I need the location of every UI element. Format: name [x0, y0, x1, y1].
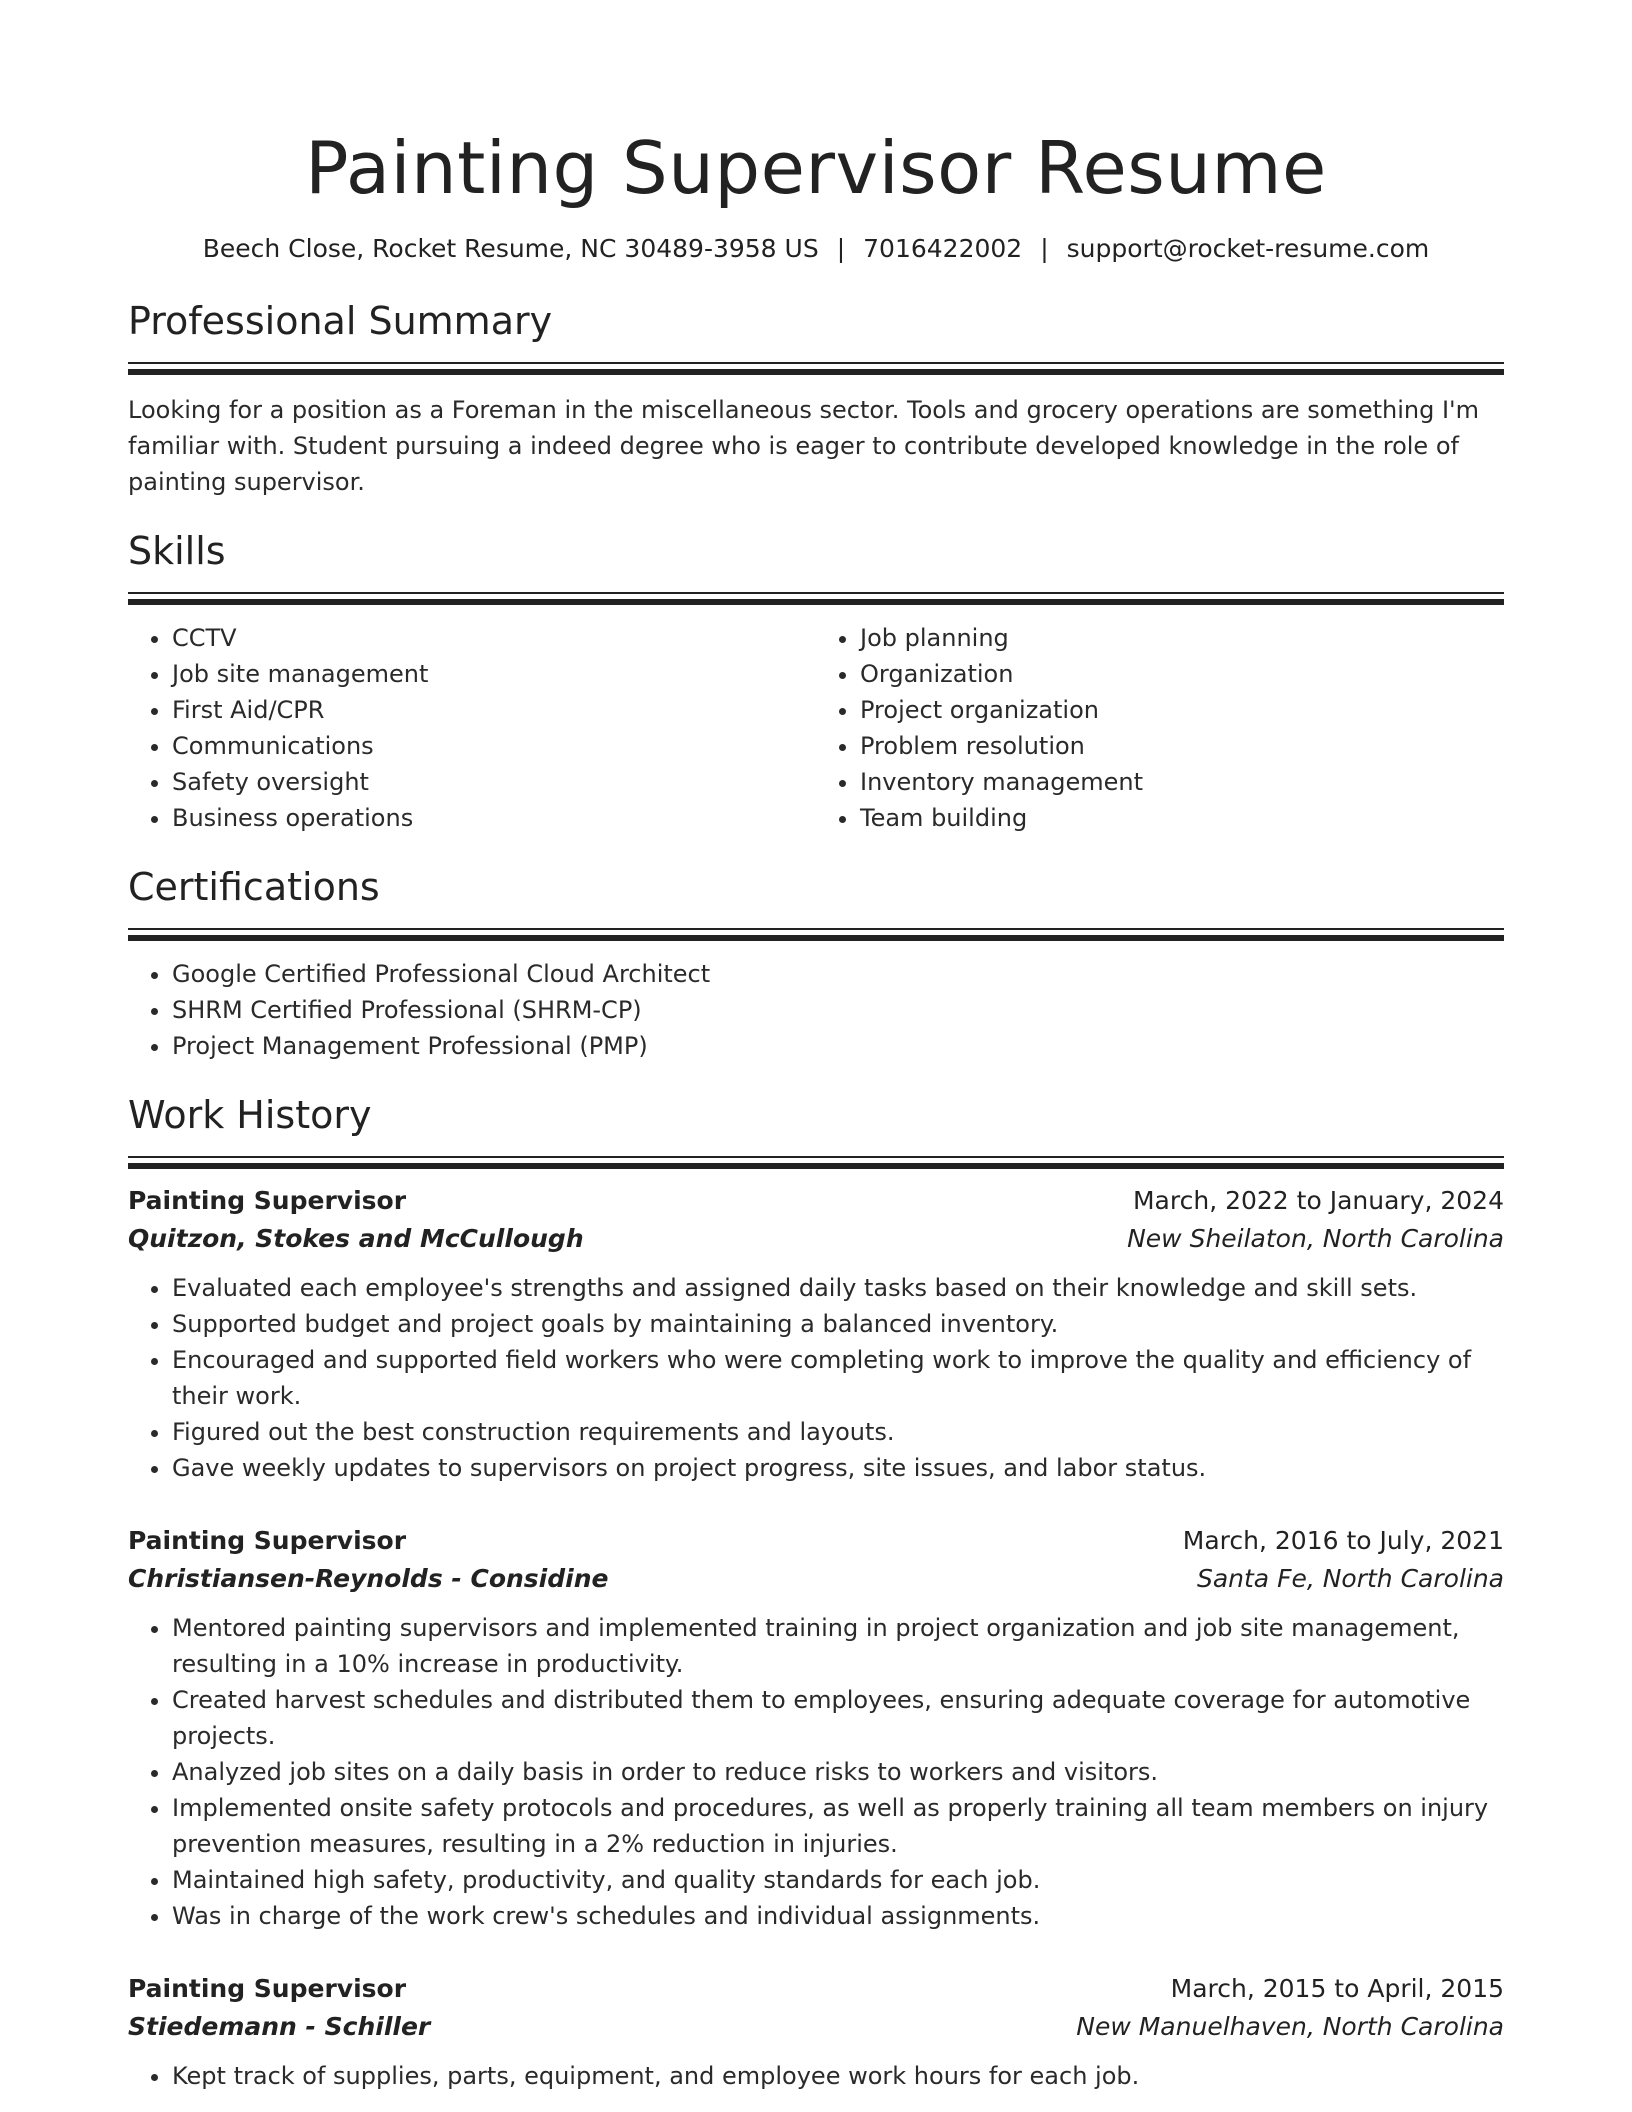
job-bullets — [128, 1610, 1504, 1934]
skill-item: • Organization — [860, 656, 1504, 692]
certification-item: • SHRM Certified Professional (SHRM-CP) — [172, 992, 1504, 1028]
job-title: Painting Supervisor — [128, 1526, 407, 1555]
skill-item: • CCTV — [172, 620, 816, 656]
skills-list-right — [816, 620, 1504, 836]
job-bullet: • Supported budget and project goals by maintaining a balanced inventory. — [172, 1306, 1504, 1342]
certifications-list — [128, 956, 1504, 1064]
job-bullet: • Analyzed job sites on a daily basis in order to reduce risks to workers and visitors. — [172, 1754, 1504, 1790]
job-company: Stiedemann - Schiller — [128, 2012, 431, 2041]
job-title: Painting Supervisor — [128, 1974, 407, 2003]
job-company: Christiansen-Reynolds - Considine — [128, 1564, 609, 1593]
job-location: New Sheilaton, North Carolina — [1127, 1224, 1504, 1253]
contact-phone: 7016422002 — [863, 234, 1023, 263]
skill-item: • Team building — [860, 800, 1504, 836]
skill-item: • Business operations — [172, 800, 816, 836]
section-divider — [128, 928, 1504, 942]
summary-heading: Professional Summary — [128, 299, 553, 343]
certification-item: • Project Management Professional (PMP) — [172, 1028, 1504, 1064]
skill-item: • Job site management — [172, 656, 816, 692]
certifications-heading: Certifications — [128, 865, 380, 909]
job-entry — [128, 1182, 1504, 1486]
resume-page — [128, 118, 1504, 2094]
job-bullets — [128, 1270, 1504, 1486]
contact-line — [128, 232, 1504, 266]
job-bullet: • Created harvest schedules and distributed them to employees, ensuring adequate coverage for automotive projects. — [172, 1682, 1504, 1754]
skill-item: • Job planning — [860, 620, 1504, 656]
job-entry — [128, 1522, 1504, 1934]
job-bullet: • Encouraged and supported field workers who were completing work to improve the quality and efficiency of their work. — [172, 1342, 1504, 1414]
job-bullet: • Figured out the best construction requirements and layouts. — [172, 1414, 1504, 1450]
skills-section — [128, 526, 1504, 836]
job-dates: March, 2015 to April, 2015 — [1170, 1974, 1504, 2003]
job-bullet: • Gave weekly updates to supervisors on project progress, site issues, and labor status. — [172, 1450, 1504, 1486]
skill-item: • Project organization — [860, 692, 1504, 728]
section-divider — [128, 362, 1504, 376]
contact-separator: | — [1040, 234, 1049, 263]
job-bullet: • Maintained high safety, productivity, and quality standards for each job. — [172, 1862, 1504, 1898]
section-divider — [128, 1156, 1504, 1170]
skills-list-left — [128, 620, 816, 836]
contact-separator: | — [836, 234, 846, 263]
job-bullet: • Kept track of supplies, parts, equipment, and employee work hours for each job. — [172, 2058, 1504, 2094]
contact-address: Beech Close, Rocket Resume, NC 30489-3958 US — [202, 234, 819, 263]
skill-item: • Problem resolution — [860, 728, 1504, 764]
job-bullets — [128, 2058, 1504, 2094]
job-bullet: • Evaluated each employee's strengths and assigned daily tasks based on their knowledge and skill sets. — [172, 1270, 1504, 1306]
job-dates: March, 2022 to January, 2024 — [1132, 1186, 1504, 1215]
contact-email: support@rocket-resume.com — [1066, 234, 1430, 263]
skills-grid — [128, 620, 1504, 836]
certifications-section — [128, 862, 1504, 1064]
job-bullet: • Mentored painting supervisors and implemented training in project organization and job site management, resulting in a 10% increase in productivity. — [172, 1610, 1504, 1682]
skill-item: • Inventory management — [860, 764, 1504, 800]
job-company: Quitzon, Stokes and McCullough — [128, 1224, 584, 1253]
job-dates: March, 2016 to July, 2021 — [1182, 1526, 1504, 1555]
job-bullet: • Was in charge of the work crew's schedules and individual assignments. — [172, 1898, 1504, 1934]
certification-item: • Google Certified Professional Cloud Architect — [172, 956, 1504, 992]
skill-item: • Safety oversight — [172, 764, 816, 800]
skill-item: • Communications — [172, 728, 816, 764]
work-history-section — [128, 1090, 1504, 2094]
work-history-heading: Work History — [128, 1093, 372, 1137]
job-entry — [128, 1970, 1504, 2094]
summary-text: Looking for a position as a Foreman in the miscellaneous sector. Tools and grocery operations are something I'm familiar with. Student pursuing a indeed degree who is eager to contribute developed knowledge in the role of painting supervisor. — [128, 396, 1480, 496]
job-location: New Manuelhaven, North Carolina — [1076, 2012, 1504, 2041]
section-divider — [128, 592, 1504, 606]
job-title: Painting Supervisor — [128, 1186, 407, 1215]
job-bullet: • Implemented onsite safety protocols and procedures, as well as properly training all team members on injury prevention measures, resulting in a 2% reduction in injuries. — [172, 1790, 1504, 1862]
skill-item: • First Aid/CPR — [172, 692, 816, 728]
summary-section — [128, 296, 1504, 500]
skills-heading: Skills — [128, 529, 226, 573]
job-location: Santa Fe, North Carolina — [1196, 1564, 1504, 1593]
resume-title: Painting Supervisor Resume — [305, 126, 1327, 210]
